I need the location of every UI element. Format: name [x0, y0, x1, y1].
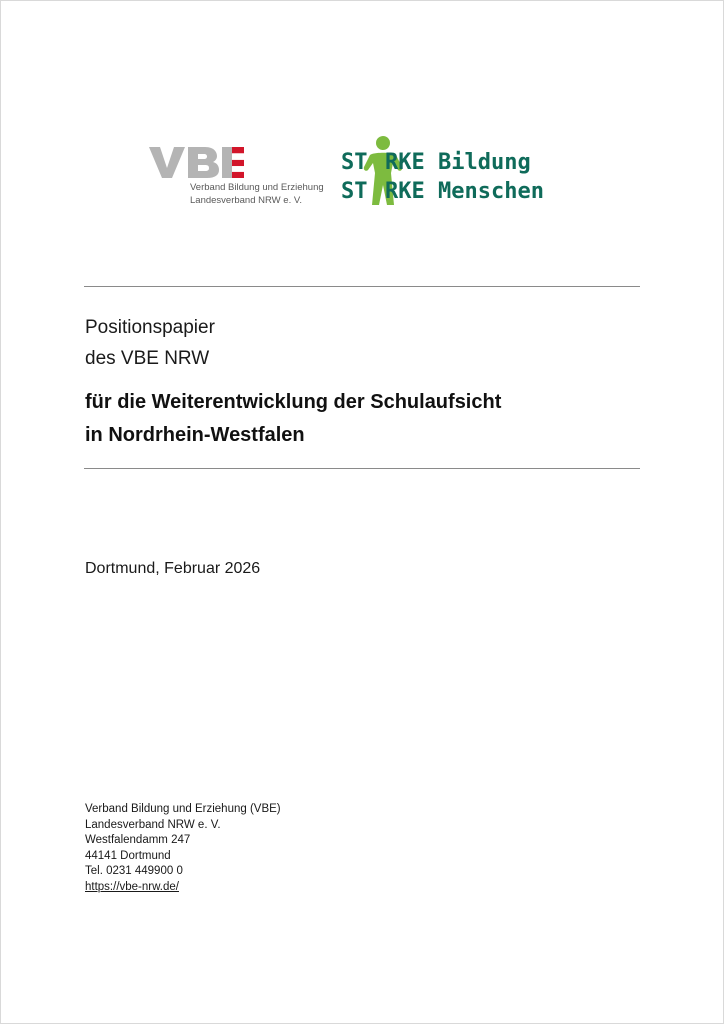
address-phone: Tel. 0231 449900 0 [85, 865, 183, 878]
campaign-logo-line2-start: ST [341, 179, 368, 204]
document-title-line1: für die Weiterentwicklung der Schulaufsicht [85, 391, 502, 413]
campaign-logo-line1-end: RKE Bildung [385, 150, 531, 175]
vbe-logo-caption-line1: Verband Bildung und Erziehung [190, 182, 324, 193]
title-rule-bottom [84, 468, 640, 469]
campaign-logo-line1-start: ST [341, 150, 368, 175]
address-branch: Landesverband NRW e. V. [85, 818, 221, 831]
website-link[interactable]: https://vbe-nrw.de/ [85, 880, 179, 893]
vbe-letters-mark [147, 144, 247, 180]
document-type [85, 312, 215, 374]
vbe-logo [147, 144, 327, 208]
address-street: Westfalendamm 247 [85, 834, 191, 847]
vbe-logo-caption [190, 181, 324, 207]
document-type-line2: des VBE NRW [85, 348, 210, 369]
address-org: Verband Bildung und Erziehung (VBE) [85, 803, 281, 815]
document-type-line1: Positionspapier [85, 317, 215, 338]
place-date: Dortmund, Februar 2026 [85, 560, 261, 577]
campaign-logo [341, 135, 601, 207]
vbe-logo-caption-line2: Landesverband NRW e. V. [190, 195, 302, 206]
address-block [85, 802, 281, 896]
campaign-logo-line1 [341, 150, 531, 176]
campaign-logo-line2 [341, 179, 544, 205]
title-rule-top [84, 286, 640, 287]
document-title [85, 386, 501, 452]
address-city: 44141 Dortmund [85, 849, 171, 862]
campaign-logo-line2-end: RKE Menschen [385, 179, 544, 204]
document-title-line2: in Nordrhein-Westfalen [85, 424, 305, 446]
